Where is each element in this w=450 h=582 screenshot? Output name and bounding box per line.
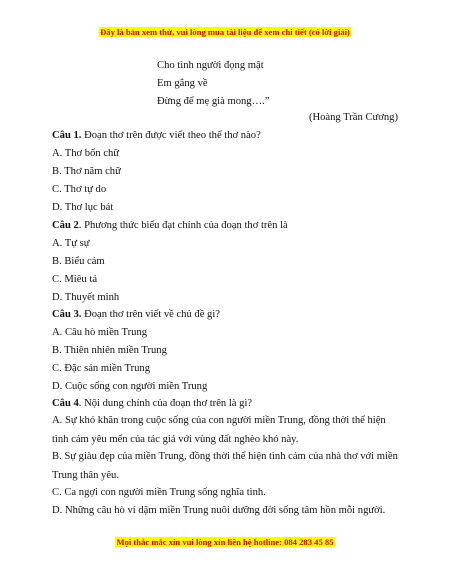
question-label: Câu 4: [52, 398, 79, 409]
hotline-notice-text: Mọi thắc mắc xin vui lòng xin liên hệ hotline: 084 283 45 85: [116, 537, 334, 547]
question-2: [52, 220, 288, 231]
question-label: Câu 2: [52, 220, 79, 231]
option: D. Thuyết minh: [52, 292, 120, 303]
hotline-notice-banner: [0, 537, 450, 547]
option: A. Tự sự: [52, 238, 90, 249]
question-label: Câu 1.: [52, 130, 82, 141]
option: C. Thơ tự do: [52, 184, 107, 195]
question-text: Đoạn thơ trên viết về chủ đề gì?: [81, 309, 221, 320]
option: B. Thiên nhiên miền Trung: [52, 345, 167, 356]
option: D. Thơ lục bát: [52, 202, 114, 213]
option: C. Miêu tả: [52, 274, 98, 285]
question-text: . Nội dung chính của đoạn thơ trên là gì?: [78, 398, 253, 409]
question-label: Câu 3.: [52, 309, 82, 320]
option: B. Thơ năm chữ: [52, 166, 121, 177]
option: C. Ca ngợi con người miền Trung sống nghĩa tình.: [52, 487, 266, 498]
option: C. Đặc sản miền Trung: [52, 363, 150, 374]
option: D. Những câu hò ví dặm miền Trung nuôi dưỡng đời sống tâm hồn mỗi người.: [52, 505, 386, 516]
question-3: [52, 309, 220, 320]
option: B. Sự giàu đẹp của miền Trung, đồng thời thể hiện tình cảm của nhà thơ với miền Trung thân yêu.: [52, 451, 398, 481]
question-4: [52, 398, 252, 409]
poem-line: Em gắng về: [157, 78, 208, 89]
option: A. Câu hò miền Trung: [52, 327, 148, 338]
option: A. Thơ bốn chữ: [52, 148, 120, 159]
preview-notice-banner: [0, 27, 450, 37]
poem-line: Cho tình người đọng mật: [157, 60, 264, 71]
poem-line: Đừng để mẹ già mong….”: [157, 96, 270, 107]
option: B. Biểu cảm: [52, 256, 105, 267]
poem-author: (Hoàng Trần Cương): [308, 112, 398, 123]
option: D. Cuộc sống con người miền Trung: [52, 381, 208, 392]
question-1: [52, 130, 261, 141]
option: A. Sự khó khăn trong cuộc sống của con người miền Trung, đồng thời thể hiện tình cảm yêu mến của tác giả với vùng đất nghèo khó này.: [52, 415, 386, 445]
preview-notice-text: Đây là bản xem thử, vui lòng mua tài liệu để xem chi tiết (có lời giải): [100, 27, 350, 37]
question-text: . Phương thức biểu đạt chính của đoạn thơ trên là: [78, 220, 288, 231]
question-text: Đoạn thơ trên được viết theo thể thơ nào?: [81, 130, 261, 141]
